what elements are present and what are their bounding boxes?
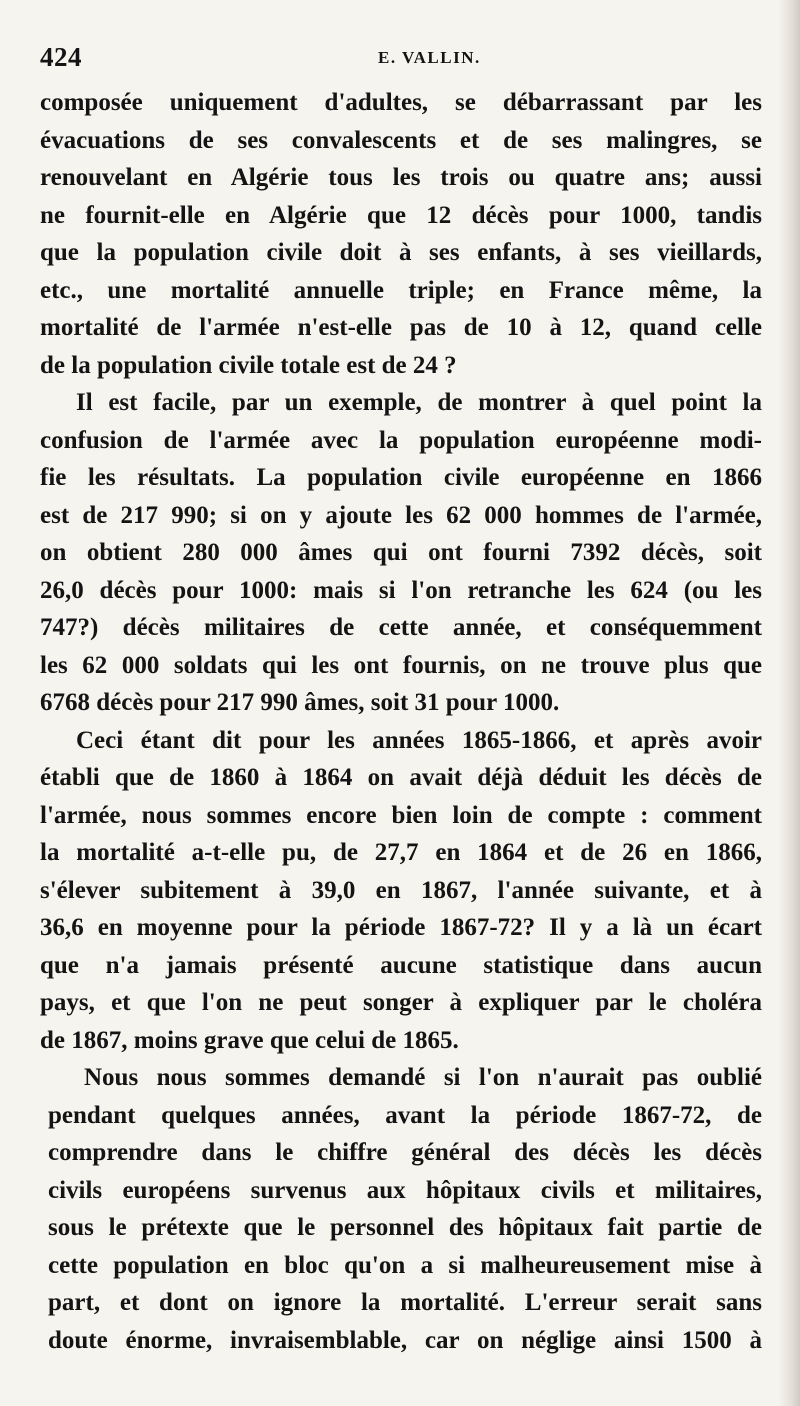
text-line: pays, et que l'on ne peut songer à expliquer par le choléra — [40, 989, 762, 1016]
text-line: cette population en bloc qu'on a si malheureusement mise à — [48, 1251, 762, 1279]
text-line: doute énorme, invraisemblable, car on néglige ainsi 1500 à — [48, 1326, 762, 1354]
text-line: sous le prétexte que le personnel des hôpitaux fait partie de — [48, 1214, 762, 1241]
text-line: est de 217 990; si on y ajoute les 62 000 hommes de l'armée, — [40, 501, 762, 529]
text-line: Ceci étant dit pour les années 1865-1866, et après avoir — [76, 726, 762, 754]
text-line: 747?) décès militaires de cette année, et conséquemment — [40, 614, 762, 641]
page-header — [40, 42, 760, 76]
text-line: Il est facile, par un exemple, de montrer à quel point la — [76, 389, 762, 416]
text-line: l'armée, nous sommes encore bien loin de compte : comment — [40, 801, 762, 829]
text-line: mortalité de l'armée n'est-elle pas de 10 à 12, quand celle — [40, 314, 762, 341]
page-number: 424 — [40, 42, 82, 72]
text-line: comprendre dans le chiffre général des décès les décès — [48, 1139, 762, 1166]
page-edge-shadow — [778, 0, 800, 1406]
text-line: que la population civile doit à ses enfants, à ses vieillards, — [40, 239, 762, 266]
text-line: pendant quelques années, avant la période 1867-72, de — [48, 1101, 762, 1129]
text-line: renouvelant en Algérie tous les trois ou quatre ans; aussi — [40, 164, 762, 191]
paragraph-1 — [40, 84, 762, 384]
paragraph-4 — [40, 1059, 762, 1359]
text-line: établi que de 1860 à 1864 on avait déjà déduit les décès de — [40, 764, 762, 791]
text-line: de 1867, moins grave que celui de 1865. — [40, 1026, 459, 1054]
text-line: les 62 000 soldats qui les ont fournis, on ne trouve plus que — [40, 651, 762, 679]
text-line: Nous nous sommes demandé si l'on n'aurait pas oublié — [84, 1064, 762, 1091]
running-head: E. VALLIN. — [378, 48, 481, 67]
text-line: ne fournit-elle en Algérie que 12 décès pour 1000, tandis — [40, 201, 762, 229]
paragraph-3 — [40, 722, 762, 1060]
text-line: etc., une mortalité annuelle triple; en France même, la — [40, 276, 762, 304]
text-line: 36,6 en moyenne pour la période 1867-72? Il y a là un écart — [40, 914, 762, 941]
text-line: part, et dont on ignore la mortalité. L'erreur serait sans — [48, 1289, 762, 1316]
body-text — [40, 84, 762, 1359]
text-line: composée uniquement d'adultes, se débarrassant par les — [40, 89, 762, 116]
text-line: de la population civile totale est de 24 ? — [40, 351, 457, 379]
text-line: s'élever subitement à 39,0 en 1867, l'année suivante, et à — [40, 876, 762, 904]
text-line: civils européens survenus aux hôpitaux civils et militaires, — [48, 1176, 762, 1204]
text-line: on obtient 280 000 âmes qui ont fourni 7392 décès, soit — [40, 539, 762, 566]
text-line: fie les résultats. La population civile européenne en 1866 — [40, 464, 762, 491]
text-line: 6768 décès pour 217 990 âmes, soit 31 pour 1000. — [40, 689, 560, 716]
text-line: évacuations de ses convalescents et de ses malingres, se — [40, 126, 762, 154]
text-line: confusion de l'armée avec la population européenne modi- — [40, 426, 762, 454]
text-line: que n'a jamais présenté aucune statistique dans aucun — [40, 951, 762, 979]
paragraph-2 — [40, 384, 762, 722]
text-line: la mortalité a-t-elle pu, de 27,7 en 1864 et de 26 en 1866, — [40, 839, 762, 866]
text-line: 26,0 décès pour 1000: mais si l'on retranche les 624 (ou les — [40, 576, 762, 604]
